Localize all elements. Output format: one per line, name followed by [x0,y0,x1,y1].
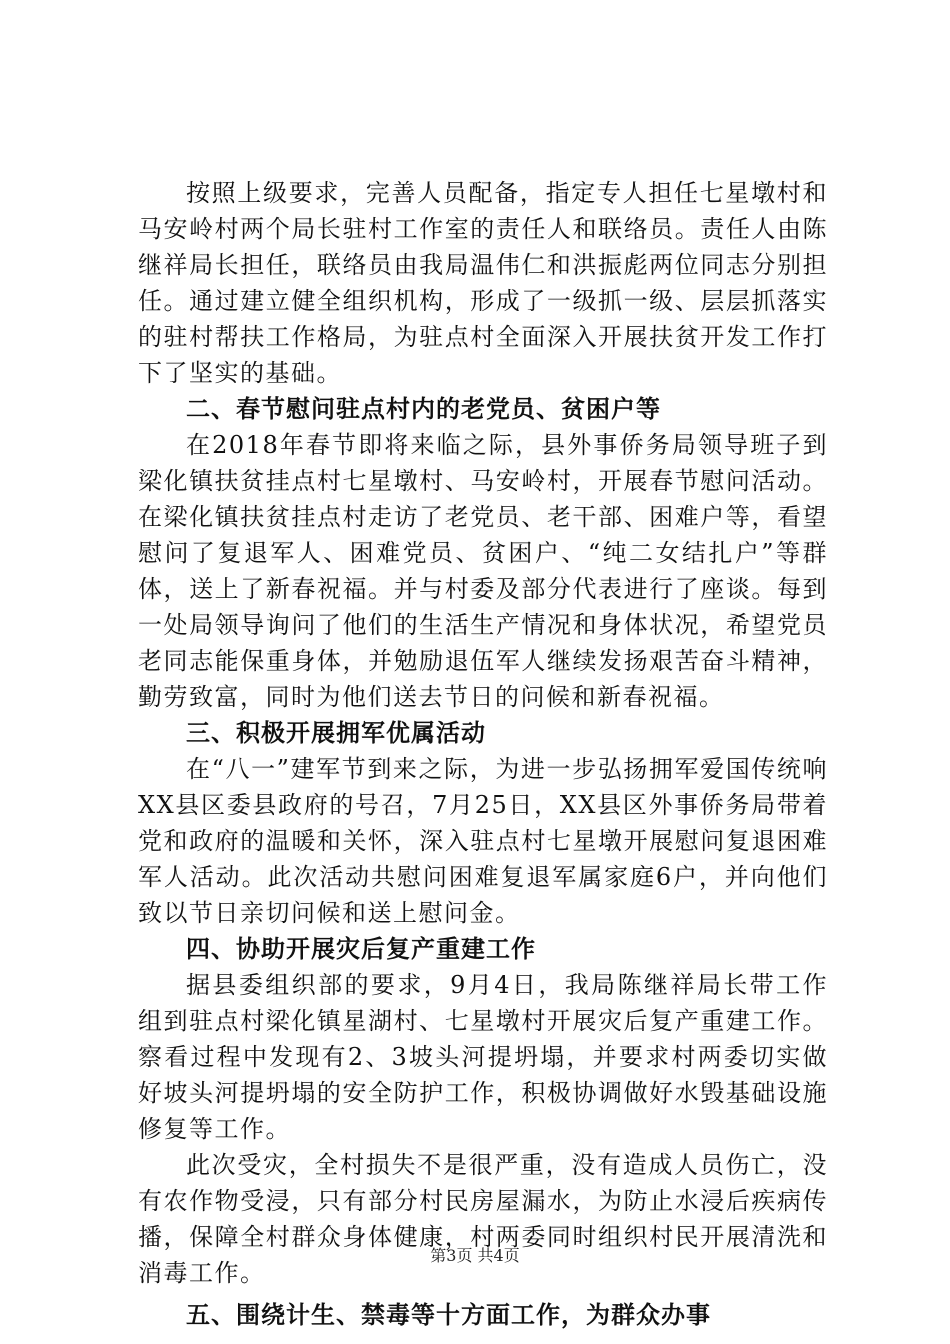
paragraph-disaster-reconstruction: 据县委组织部的要求，9月4日，我局陈继祥局长带工作组到驻点村梁化镇星湖村、七星墩村开展灾后复产重建工作。察看过程中发现有2、3坡头河提坍塌，并要求村两委切实做好坡头河提坍塌的安全防护工作，积极协调做好水毁基础设施修复等工作。 [138,971,828,1143]
page-number-footer: 第3页 共4页 [430,1246,520,1265]
heading-ten-areas-work: 五、围绕计生、禁毒等十方面工作，为群众办事 [186,1300,711,1329]
heading-support-military: 三、积极开展拥军优属活动 [186,718,486,747]
paragraph-disaster-impact: 此次受灾，全村损失不是很严重，没有造成人员伤亡，没有农作物受浸，只有部分村民房屋漏水，为防止水浸后疾病传播，保障全村群众身体健康，村两委同时组织村民开展清洗和消毒工作。 [138,1151,828,1287]
heading-disaster-reconstruction: 四、协助开展灾后复产重建工作 [186,934,536,963]
paragraph-staffing: 按照上级要求，完善人员配备，指定专人担任七星墩村和马安岭村两个局长驻村工作室的责任人和联络员。责任人由陈继祥局长担任，联络员由我局温伟仁和洪振彪两位同志分别担任。通过建立健全组织机构，形成了一级抓一级、层层抓落实的驻村帮扶工作格局，为驻点村全面深入开展扶贫开发工作打下了坚实的基础。 [138,179,828,387]
paragraph-support-military: 在“八一”建军节到来之际，为进一步弘扬拥军爱国传统响XX县区委县政府的号召，7月25日，XX县区外事侨务局带着党和政府的温暖和关怀，深入驻点村七星墩开展慰问复退困难军人活动。此次活动共慰问困难复退军属家庭6户，并向他们致以节日亲切问候和送上慰问金。 [138,755,828,927]
heading-spring-festival-visit: 二、春节慰问驻点村内的老党员、贫困户等 [186,394,661,423]
paragraph-spring-festival-visit: 在2018年春节即将来临之际，县外事侨务局领导班子到梁化镇扶贫挂点村七星墩村、马安岭村，开展春节慰问活动。在梁化镇扶贫挂点村走访了老党员、老干部、困难户等，看望慰问了复退军人、困难党员、贫困户、“纯二女结扎户”等群体，送上了新春祝福。并与村委及部分代表进行了座谈。每到一处局领导询问了他们的生活生产情况和身体状况，希望党员老同志能保重身体，并勉励退伍军人继续发扬艰苦奋斗精神，勤劳致富，同时为他们送去节日的问候和新春祝福。 [138,431,828,711]
document-body [138,175,828,1333]
